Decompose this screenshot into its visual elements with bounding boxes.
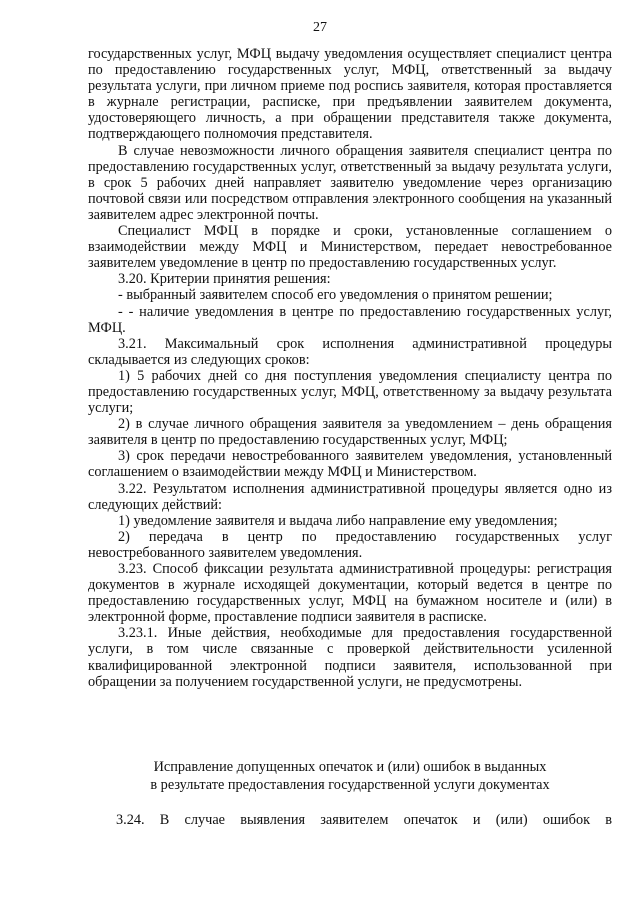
paragraph: - выбранный заявителем способ его уведомления о принятом решении; xyxy=(118,287,553,304)
paragraph: 3) срок передачи невостребованного заявителем уведомления, установленный соглашением о взаимодействии между МФЦ и Министерством. xyxy=(88,448,612,481)
section-heading xyxy=(88,758,612,794)
paragraph: 3.22. Результатом исполнения административной процедуры является одно из следующих действий: xyxy=(88,480,612,513)
paragraph: государственных услуг, МФЦ выдачу уведомления осуществляет специалист центра по предоставлению государственных услуг, МФЦ, ответственный за выдачу результата услуги, при личном приеме под роспись заявителя, которая проставляется в журнале регистрации, расписке, при предъявлении заявителем документа, удостоверяющего личность, а при обращении представителя также документа, подтверждающего полномочия представителя. xyxy=(88,46,612,143)
paragraph: 3.20. Критерии принятия решения: xyxy=(118,271,331,288)
paragraph: В случае невозможности личного обращения заявителя специалист центра по предоставлению государственных услуг, ответственный за выдачу результата услуги, в срок 5 рабочих дней направляет заявителю уведомление через организацию почтовой связи или посредством отправления электронного сообщения на указанный заявителем адрес электронной почты. xyxy=(88,142,612,223)
paragraph: - - наличие уведомления в центре по предоставлению государственных услуг, МФЦ. xyxy=(88,303,612,336)
paragraph: 3.23.1. Иные действия, необходимые для предоставления государственной услуги, в том числе связанные с проверкой действительности усиленной квалифицированной электронной подписи заявителя, использованной при обращении за получением государственной услуги, не предусмотрены. xyxy=(88,625,612,690)
paragraph: 3.23. Способ фиксации результата административной процедуры: регистрация документов в журнале исходящей документации, который ведется в центре по предоставлению государственных услуг, МФЦ на бумажном носителе и (или) в электронной форме, проставление подписи заявителя в расписке. xyxy=(88,561,612,626)
document-body xyxy=(88,46,612,690)
paragraph: 2) в случае личного обращения заявителя за уведомлением – день обращения заявителя в центр по предоставлению государственных услуг, МФЦ; xyxy=(88,416,612,449)
section-heading-line: Исправление допущенных опечаток и (или) ошибок в выданных xyxy=(153,759,547,775)
page-number: 27 xyxy=(313,20,327,35)
paragraph: 2) передача в центр по предоставлению государственных услуг невостребованного заявителем уведомления. xyxy=(88,528,612,561)
paragraph: 1) уведомление заявителя и выдача либо направление ему уведомления; xyxy=(118,512,558,529)
paragraph: Специалист МФЦ в порядке и сроки, установленные соглашением о взаимодействии между МФЦ и Министерством, передает невостребованное заявителем уведомление в центр по предоставлению государственных услуг. xyxy=(88,223,612,272)
paragraph: 1) 5 рабочих дней со дня поступления уведомления специалисту центра по предоставлению государственных услуг, МФЦ, ответственному за выдачу результата услуги; xyxy=(88,367,612,417)
section-heading-line: в результате предоставления государственной услуги документах xyxy=(150,777,550,793)
paragraph-start: 3.24. В случае выявления заявителем опечаток и (или) ошибок в xyxy=(116,812,612,828)
paragraph: 3.21. Максимальный срок исполнения административной процедуры складывается из следующих сроков: xyxy=(88,335,612,368)
